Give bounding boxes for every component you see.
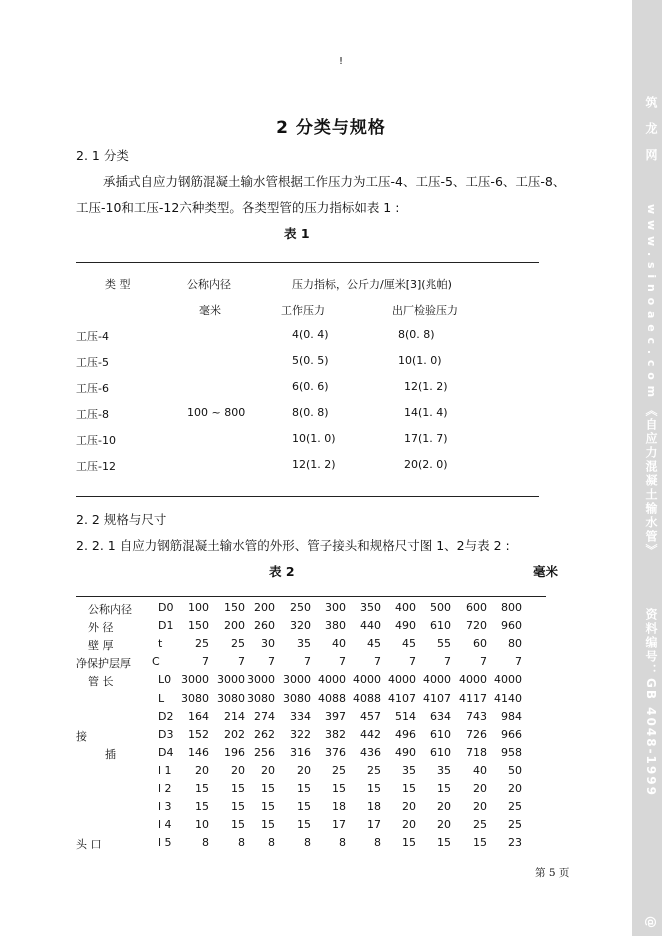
table-2-cell: 3000 bbox=[247, 673, 275, 687]
table-2-cell: 15 bbox=[261, 800, 275, 814]
table-2-cell: 7 bbox=[374, 655, 381, 669]
table-2-cell: 25 bbox=[332, 763, 346, 777]
table-2-cell: 17 bbox=[332, 818, 346, 832]
table-1-cell-work-pressure: 6(0. 6) bbox=[292, 380, 329, 393]
table-2-cell: 4140 bbox=[494, 691, 522, 705]
table-2-cell: 3000 bbox=[217, 673, 245, 687]
table-2-cell: 3080 bbox=[247, 691, 275, 705]
table-2-cell: 490 bbox=[395, 745, 416, 759]
table-1-cell-test-pressure: 12(1. 2) bbox=[404, 380, 448, 393]
section-2-1-heading: 2. 1 分类 bbox=[76, 148, 129, 163]
table-2-cell: 164 bbox=[188, 709, 209, 723]
table-2-cell: 4088 bbox=[318, 691, 346, 705]
table-2-cell: 20 bbox=[473, 800, 487, 814]
table-2-cell: 25 bbox=[508, 818, 522, 832]
table-2-cell: 720 bbox=[466, 619, 487, 633]
table-2-row-label: 净保护层厚 bbox=[76, 657, 131, 671]
table-1-header-diameter-unit: 毫米 bbox=[199, 304, 221, 317]
table-2-cell: 7 bbox=[304, 655, 311, 669]
table-2-cell: 15 bbox=[195, 800, 209, 814]
table-2-cell: 8 bbox=[304, 836, 311, 850]
table-2-cell: 196 bbox=[224, 745, 245, 759]
sidebar-url: w w w . s i n o a e c . c o m bbox=[645, 204, 658, 399]
table-2-cell: 7 bbox=[480, 655, 487, 669]
table-1-top-rule bbox=[76, 262, 539, 263]
table-2-cell: 260 bbox=[254, 619, 275, 633]
table-2-cell: 610 bbox=[430, 727, 451, 741]
table-1-cell-type: 工压-8 bbox=[76, 408, 109, 421]
table-2-cell: 376 bbox=[325, 745, 346, 759]
table-2-cell: 3080 bbox=[217, 691, 245, 705]
table-1-cell-type: 工压-6 bbox=[76, 382, 109, 395]
table-2-cell: 634 bbox=[430, 709, 451, 723]
table-2-cell: 380 bbox=[325, 619, 346, 633]
table-2-cell: 20 bbox=[261, 763, 275, 777]
table-1-title: 表 1 bbox=[284, 226, 310, 241]
table-2-cell: 320 bbox=[290, 619, 311, 633]
table-2-cell: 20 bbox=[437, 800, 451, 814]
table-2-cell: 45 bbox=[402, 637, 416, 651]
table-2-cell: 322 bbox=[290, 727, 311, 741]
table-2-cell: 25 bbox=[195, 637, 209, 651]
table-2-cell: 8 bbox=[339, 836, 346, 850]
table-2-title: 表 2 bbox=[269, 564, 295, 579]
table-2-row-symbol: D2 bbox=[158, 709, 174, 723]
table-2-cell: 20 bbox=[195, 763, 209, 777]
table-2-cell: 958 bbox=[501, 745, 522, 759]
table-2-cell: 15 bbox=[297, 818, 311, 832]
table-2-cell: 496 bbox=[395, 727, 416, 741]
table-2-row-symbol: l 3 bbox=[158, 800, 172, 814]
table-2-cell: 4088 bbox=[353, 691, 381, 705]
table-2-cell: 35 bbox=[402, 763, 416, 777]
table-2-cell: 350 bbox=[360, 601, 381, 614]
table-2-cell: 15 bbox=[231, 818, 245, 832]
table-2-row-symbol: l 4 bbox=[158, 818, 172, 832]
section-2-2-heading: 2. 2 规格与尺寸 bbox=[76, 512, 167, 527]
table-2-row-label: 壁 厚 bbox=[88, 639, 114, 653]
table-2-cell: 4000 bbox=[318, 673, 346, 687]
table-2-cell: 334 bbox=[290, 709, 311, 723]
table-2-cell: 45 bbox=[367, 637, 381, 651]
table-1-cell-work-pressure: 8(0. 8) bbox=[292, 406, 329, 419]
table-2-cell: 8 bbox=[374, 836, 381, 850]
table-2-cell: 15 bbox=[231, 800, 245, 814]
table-2-row-label: 插 bbox=[105, 747, 116, 761]
table-2-cell: 7 bbox=[238, 655, 245, 669]
table-2-cell: 50 bbox=[508, 763, 522, 777]
table-2-cell: 4000 bbox=[423, 673, 451, 687]
table-1-diameter-value: 100 ~ 800 bbox=[187, 406, 246, 419]
table-2-cell: 600 bbox=[466, 601, 487, 614]
table-2-cell: 960 bbox=[501, 619, 522, 633]
table-2-cell: 718 bbox=[466, 745, 487, 759]
table-2-cell: 256 bbox=[254, 745, 275, 759]
table-2-cell: 25 bbox=[231, 637, 245, 651]
top-mark: ! bbox=[339, 56, 344, 67]
table-2-cell: 610 bbox=[430, 745, 451, 759]
table-2-row-symbol: l 2 bbox=[158, 782, 172, 795]
table-2-cell: 150 bbox=[188, 619, 209, 633]
table-2-cell: 8 bbox=[202, 836, 209, 850]
sidebar-site-name: 筑 龙 网 bbox=[644, 96, 658, 166]
section-2-2-1-text: 2. 2. 1 自应力钢筋混凝土输水管的外形、管子接头和规格尺寸图 1、2与表 2 : bbox=[76, 538, 510, 553]
table-1-cell-type: 工压-10 bbox=[76, 434, 116, 447]
table-2-cell: 3080 bbox=[283, 691, 311, 705]
table-1-cell-work-pressure: 10(1. 0) bbox=[292, 432, 336, 445]
table-1-header-diameter: 公称内径 bbox=[187, 278, 231, 291]
table-2-cell: 250 bbox=[290, 601, 311, 614]
table-2-cell: 316 bbox=[290, 745, 311, 759]
table-1-cell-test-pressure: 10(1. 0) bbox=[398, 354, 442, 367]
table-2-row-symbol: l 5 bbox=[158, 836, 172, 850]
table-1-cell-work-pressure: 5(0. 5) bbox=[292, 354, 329, 367]
sidebar-document-name: 《自应力混凝土输水管》 bbox=[644, 404, 658, 558]
table-1-header-pressure: 压力指标，公斤力/厘米[3](兆帕) bbox=[292, 278, 452, 291]
table-2-cell: 35 bbox=[437, 763, 451, 777]
table-2-cell: 15 bbox=[261, 782, 275, 795]
table-2-cell: 300 bbox=[325, 601, 346, 614]
table-2-cell: 3000 bbox=[283, 673, 311, 687]
table-2-cell: 55 bbox=[437, 637, 451, 651]
table-2-cell: 4000 bbox=[388, 673, 416, 687]
table-2-cell: 4000 bbox=[494, 673, 522, 687]
table-2-cell: 23 bbox=[508, 836, 522, 850]
table-2-cell: 743 bbox=[466, 709, 487, 723]
table-2-row-symbol: D0 bbox=[158, 601, 174, 614]
table-2-cell: 152 bbox=[188, 727, 209, 741]
table-1-header-test-pressure: 出厂检验压力 bbox=[392, 304, 458, 317]
table-1-cell-type: 工压-12 bbox=[76, 460, 116, 473]
table-2-cell: 35 bbox=[297, 637, 311, 651]
table-1-bottom-rule bbox=[76, 496, 539, 497]
table-2-cell: 3080 bbox=[181, 691, 209, 705]
table-2-cell: 4107 bbox=[388, 691, 416, 705]
table-2-cell: 80 bbox=[508, 637, 522, 651]
table-2-row-symbol: l 1 bbox=[158, 763, 172, 777]
table-2-cell: 514 bbox=[395, 709, 416, 723]
table-1-cell-test-pressure: 8(0. 8) bbox=[398, 328, 435, 341]
table-2-cell: 436 bbox=[360, 745, 381, 759]
table-2-cell: 15 bbox=[297, 782, 311, 795]
table-2-cell: 400 bbox=[395, 601, 416, 614]
table-2-row-label: 外 径 bbox=[88, 621, 114, 635]
table-2-cell: 397 bbox=[325, 709, 346, 723]
table-2-row-label: 公称内径 bbox=[88, 603, 132, 616]
table-2-cell: 30 bbox=[261, 637, 275, 651]
sidebar-at-sign: @ bbox=[644, 916, 658, 928]
table-2-cell: 200 bbox=[254, 601, 275, 614]
table-2-row-symbol: L bbox=[158, 691, 165, 705]
table-2-cell: 7 bbox=[268, 655, 275, 669]
table-2-cell: 25 bbox=[367, 763, 381, 777]
paragraph-line-2: 工压-10和工压-12六种类型。各类型管的压力指标如表 1 : bbox=[76, 200, 400, 215]
table-2-cell: 7 bbox=[339, 655, 346, 669]
table-2-cell: 15 bbox=[297, 800, 311, 814]
table-2-row-symbol: t bbox=[158, 637, 163, 651]
table-2-cell: 7 bbox=[409, 655, 416, 669]
table-2-row-symbol: C bbox=[152, 655, 160, 669]
table-2-row-symbol: D4 bbox=[158, 745, 174, 759]
table-2-cell: 40 bbox=[332, 637, 346, 651]
table-2-cell: 500 bbox=[430, 601, 451, 614]
table-2-top-rule bbox=[76, 596, 546, 597]
table-2-cell: 15 bbox=[437, 782, 451, 795]
table-2-cell: 274 bbox=[254, 709, 275, 723]
section-title: 2 分类与规格 bbox=[276, 118, 386, 138]
table-2-row-label: 接 bbox=[76, 729, 87, 743]
table-2-cell: 440 bbox=[360, 619, 381, 633]
table-2-cell: 15 bbox=[261, 818, 275, 832]
table-2-row-label: 管 长 bbox=[88, 675, 114, 689]
table-2-cell: 15 bbox=[473, 836, 487, 850]
table-2-cell: 200 bbox=[224, 619, 245, 633]
table-2-cell: 100 bbox=[188, 601, 209, 614]
table-2-cell: 382 bbox=[325, 727, 346, 741]
table-2-cell: 15 bbox=[402, 782, 416, 795]
table-1-cell-test-pressure: 20(2. 0) bbox=[404, 458, 448, 471]
table-2-cell: 202 bbox=[224, 727, 245, 741]
table-2-cell: 17 bbox=[367, 818, 381, 832]
table-2-cell: 966 bbox=[501, 727, 522, 741]
table-1-cell-test-pressure: 14(1. 4) bbox=[404, 406, 448, 419]
table-2-cell: 442 bbox=[360, 727, 381, 741]
table-2-cell: 8 bbox=[238, 836, 245, 850]
table-2-cell: 984 bbox=[501, 709, 522, 723]
table-2-row-label: 头 口 bbox=[76, 838, 102, 852]
table-1-cell-work-pressure: 12(1. 2) bbox=[292, 458, 336, 471]
table-2-cell: 20 bbox=[402, 818, 416, 832]
table-2-cell: 7 bbox=[202, 655, 209, 669]
table-2-cell: 726 bbox=[466, 727, 487, 741]
table-2-cell: 10 bbox=[195, 818, 209, 832]
table-2-cell: 4107 bbox=[423, 691, 451, 705]
table-1-cell-type: 工压-5 bbox=[76, 356, 109, 369]
table-1-cell-work-pressure: 4(0. 4) bbox=[292, 328, 329, 341]
table-2-cell: 60 bbox=[473, 637, 487, 651]
table-2-cell: 15 bbox=[402, 836, 416, 850]
table-2-cell: 20 bbox=[231, 763, 245, 777]
table-2-cell: 262 bbox=[254, 727, 275, 741]
table-2-cell: 20 bbox=[402, 800, 416, 814]
table-2-cell: 4000 bbox=[459, 673, 487, 687]
table-2-cell: 7 bbox=[515, 655, 522, 669]
table-2-cell: 214 bbox=[224, 709, 245, 723]
paragraph-line-1: 承插式自应力钢筋混凝土输水管根据工作压力为工压-4、工压-5、工压-6、工压-8、 bbox=[103, 174, 566, 189]
table-2-cell: 146 bbox=[188, 745, 209, 759]
table-2-cell: 15 bbox=[437, 836, 451, 850]
page-number: 第 5 页 bbox=[535, 867, 570, 879]
table-2-cell: 18 bbox=[367, 800, 381, 814]
table-2-cell: 20 bbox=[437, 818, 451, 832]
table-2-cell: 25 bbox=[508, 800, 522, 814]
table-2-cell: 15 bbox=[367, 782, 381, 795]
table-2-cell: 40 bbox=[473, 763, 487, 777]
table-2-row-symbol: D1 bbox=[158, 619, 174, 633]
table-2-cell: 8 bbox=[268, 836, 275, 850]
table-2-cell: 15 bbox=[195, 782, 209, 795]
table-1-cell-type: 工压-4 bbox=[76, 330, 109, 343]
table-2-cell: 457 bbox=[360, 709, 381, 723]
table-1-header-type: 类 型 bbox=[105, 278, 131, 291]
table-2-cell: 20 bbox=[297, 763, 311, 777]
table-2-cell: 15 bbox=[231, 782, 245, 795]
table-2-unit: 毫米 bbox=[533, 564, 559, 579]
table-2-cell: 20 bbox=[508, 782, 522, 795]
table-2-cell: 7 bbox=[444, 655, 451, 669]
table-2-row-symbol: L0 bbox=[158, 673, 172, 687]
table-2-cell: 800 bbox=[501, 601, 522, 614]
sidebar-document-code: 资料编号：GB 4048-1999 bbox=[644, 608, 658, 797]
table-2-cell: 18 bbox=[332, 800, 346, 814]
table-2-cell: 490 bbox=[395, 619, 416, 633]
table-2-cell: 20 bbox=[473, 782, 487, 795]
table-2-cell: 4117 bbox=[459, 691, 487, 705]
table-1-header-work-pressure: 工作压力 bbox=[281, 304, 325, 317]
table-2-row-symbol: D3 bbox=[158, 727, 174, 741]
table-2-cell: 25 bbox=[473, 818, 487, 832]
table-2-cell: 610 bbox=[430, 619, 451, 633]
table-1-cell-test-pressure: 17(1. 7) bbox=[404, 432, 448, 445]
table-2-cell: 150 bbox=[224, 601, 245, 614]
table-2-cell: 3000 bbox=[181, 673, 209, 687]
table-2-cell: 15 bbox=[332, 782, 346, 795]
table-2-cell: 4000 bbox=[353, 673, 381, 687]
